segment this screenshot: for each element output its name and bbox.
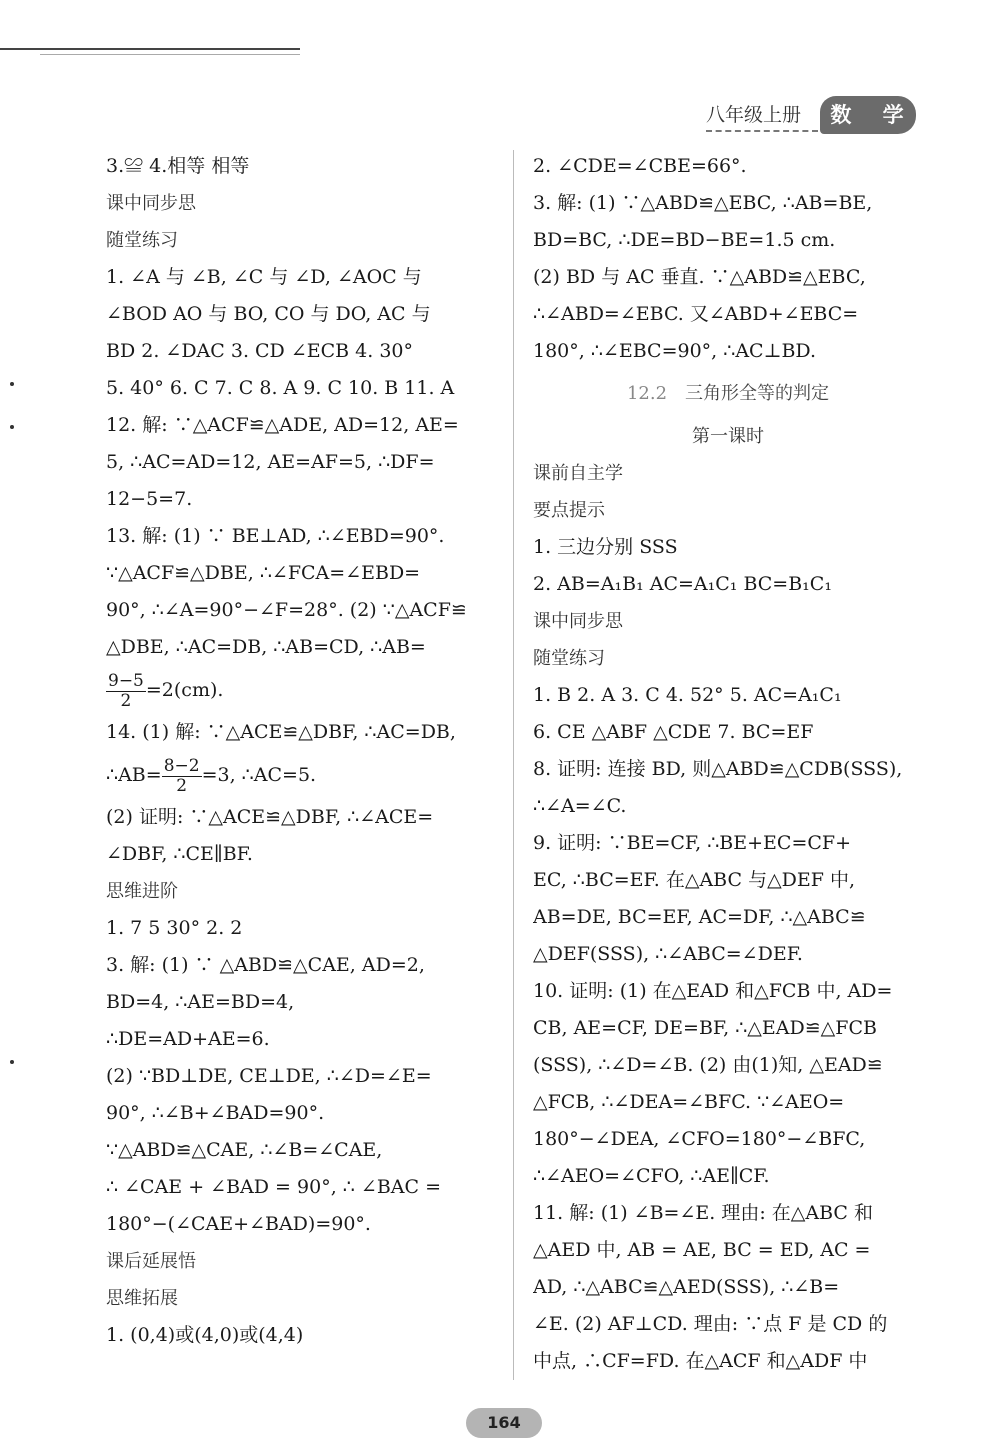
answer-line: 9. 证明: ∵BE=CF, ∴BE+EC=CF+ [533, 832, 852, 854]
answer-line: 12. 解: ∵△ACF≌△ADE, AD=12, AE= [106, 414, 459, 436]
answer-line: ∠BOD AO 与 BO, CO 与 DO, AC 与 [106, 303, 431, 325]
answer-line: 90°, ∴∠A=90°−∠F=28°. (2) ∵△ACF≌ [106, 599, 467, 621]
answer-line: ∴ ∠CAE + ∠BAD = 90°, ∴ ∠BAC = [106, 1176, 441, 1198]
answer-line: BD 2. ∠DAC 3. CD ∠ECB 4. 30° [106, 340, 414, 362]
scan-dot [10, 382, 14, 386]
section-heading: 思维拓展 [106, 1288, 178, 1309]
answer-line: (2) 证明: ∵△ACE≌△DBF, ∴∠ACE= [106, 806, 434, 828]
right-column [533, 148, 923, 1380]
answer-line: (2) ∵BD⊥DE, CE⊥DE, ∴∠D=∠E= [106, 1065, 432, 1087]
answer-line: 1. (0,4)或(4,0)或(4,4) [106, 1324, 304, 1346]
answer-line: BD=BC, ∴DE=BD−BE=1.5 cm. [533, 229, 836, 251]
answer-line: △AED 中, AB = AE, BC = ED, AC = [533, 1239, 871, 1261]
answer-line: 14. (1) 解: ∵△ACE≌△DBF, ∴AC=DB, [106, 721, 456, 743]
answer-line: △DBE, ∴AC=DB, ∴AB=CD, ∴AB= [106, 636, 426, 658]
answer-line: 6. CE △ABF △CDE 7. BC=EF [533, 721, 814, 743]
header-dash-rule [706, 130, 818, 132]
fraction: $\frac{8-2}{2}$ [163, 755, 200, 796]
answer-line: 1. 7 5 30° 2. 2 [106, 917, 243, 939]
answer-line: AB=DE, BC=EF, AC=DF, ∴△ABC≌ [533, 906, 866, 928]
grade-label: 八年级上册 [706, 104, 802, 126]
answer-line: 5. 40° 6. C 7. C 8. A 9. C 10. B 11. A [106, 377, 455, 399]
answer-line: 180°−∠DEA, ∠CFO=180°−∠BFC, [533, 1128, 866, 1150]
answer-line: 10. 证明: (1) 在△EAD 和△FCB 中, AD= [533, 980, 893, 1002]
answer-line: AD, ∴△ABC≌△AED(SSS), ∴∠B= [533, 1276, 840, 1298]
answer-line: CB, AE=CF, DE=BF, ∴△EAD≌△FCB [533, 1017, 877, 1039]
section-heading: 课中同步思 [106, 193, 196, 214]
answer-line: ∴DE=AD+AE=6. [106, 1028, 270, 1050]
answer-line: 90°, ∴∠B+∠BAD=90°. [106, 1102, 325, 1124]
subject-badge: 数 学 [820, 96, 916, 134]
answer-line: ∴∠A=∠C. [533, 795, 627, 817]
answer-line: 3. 解: (1) ∵△ABD≌△EBC, ∴AB=BE, [533, 192, 873, 214]
section-heading: 随堂练习 [106, 230, 178, 251]
answer-line: 中点, ∴CF=FD. 在△ACF 和△ADF 中 [533, 1350, 868, 1372]
section-heading: 要点提示 [533, 500, 605, 521]
answer-line: 5, ∴AC=AD=12, AE=AF=5, ∴DF= [106, 451, 435, 473]
answer-line: ∵△ABD≌△CAE, ∴∠B=∠CAE, [106, 1139, 383, 1161]
column-divider [513, 150, 514, 1380]
answer-line: 1. 三边分别 SSS [533, 536, 678, 558]
answer-line: ∴∠ABD=∠EBC. 又∠ABD+∠EBC= [533, 303, 859, 325]
answer-line: 180°−(∠CAE+∠BAD)=90°. [106, 1213, 371, 1235]
answer-line-fraction: $\frac{9-5}{2}$ =2(cm). [108, 670, 224, 711]
answer-line: ∴∠AEO=∠CFO, ∴AE∥CF. [533, 1165, 770, 1187]
section-heading: 随堂练习 [533, 648, 605, 669]
left-column [106, 148, 498, 1354]
answer-line: (SSS), ∴∠D=∠B. (2) 由(1)知, △EAD≌ [533, 1054, 883, 1076]
chapter-title [533, 370, 923, 418]
answer-line: EC, ∴BC=EF. 在△ABC 与△DEF 中, [533, 869, 856, 891]
answer-line-fraction: ∴AB= $\frac{8-2}{2}$ =3, ∴AC=5. [106, 755, 317, 796]
answer-line: (2) BD 与 AC 垂直. ∵△ABD≌△EBC, [533, 266, 866, 288]
page-number: 164 [466, 1408, 542, 1438]
section-heading: 思维进阶 [106, 881, 178, 902]
answer-line: ∠DBF, ∴CE∥BF. [106, 843, 253, 865]
answer-line: 11. 解: (1) ∠B=∠E. 理由: 在△ABC 和 [533, 1202, 873, 1224]
chapter-title-text: 三角形全等的判定 [685, 383, 830, 404]
answer-line: ∠E. (2) AF⊥CD. 理由: ∵点 F 是 CD 的 [533, 1313, 888, 1335]
answer-line: BD=4, ∴AE=BD=4, [106, 991, 295, 1013]
answer-line: 8. 证明: 连接 BD, 则△ABD≌△CDB(SSS), [533, 758, 903, 780]
answer-line: 1. B 2. A 3. C 4. 52° 5. AC=A₁C₁ [533, 684, 842, 706]
top-rule-thin [40, 54, 300, 55]
scan-dot [10, 1060, 14, 1064]
answer-line: 1. ∠A 与 ∠B, ∠C 与 ∠D, ∠AOC 与 [106, 266, 422, 288]
answer-line: 3. 解: (1) ∵ △ABD≌△CAE, AD=2, [106, 954, 425, 976]
fraction: $\frac{9-5}{2}$ [108, 670, 144, 711]
chapter-number: 12.2 [626, 383, 668, 404]
answer-line: 2. ∠CDE=∠CBE=66°. [533, 155, 747, 177]
section-heading: 课后延展悟 [106, 1251, 196, 1272]
answer-line: △DEF(SSS), ∴∠ABC=∠DEF. [533, 943, 803, 965]
section-heading: 课中同步思 [533, 611, 623, 632]
answer-line: 12−5=7. [106, 488, 193, 510]
answer-line: 13. 解: (1) ∵ BE⊥AD, ∴∠EBD=90°. [106, 525, 445, 547]
section-heading: 课前自主学 [533, 463, 623, 484]
answer-line: △FCB, ∴∠DEA=∠BFC. ∵∠AEO= [533, 1091, 845, 1113]
lesson-title: 第一课时 [692, 426, 764, 447]
answer-line: 3.≌ 4.相等 相等 [106, 155, 250, 177]
scan-dot [10, 425, 14, 429]
top-rule [0, 48, 300, 50]
answer-line: 2. AB=A₁B₁ AC=A₁C₁ BC=B₁C₁ [533, 573, 832, 595]
answer-line: ∵△ACF≌△DBE, ∴∠FCA=∠EBD= [106, 562, 421, 584]
answer-line: 180°, ∴∠EBC=90°, ∴AC⊥BD. [533, 340, 817, 362]
